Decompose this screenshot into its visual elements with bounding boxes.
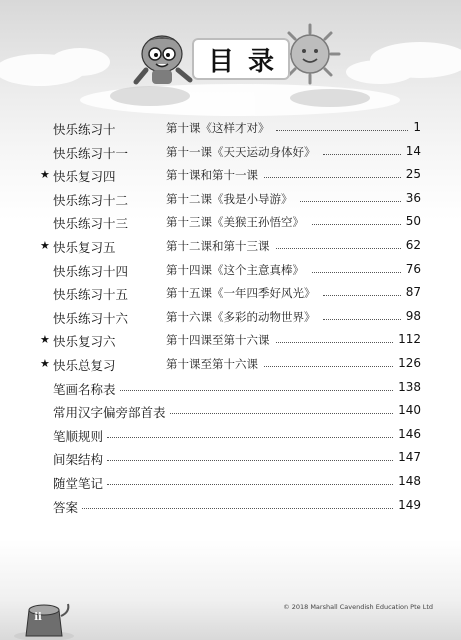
toc-row <box>0 307 461 329</box>
toc-row <box>0 142 461 164</box>
dot-leader <box>312 224 401 225</box>
toc-row <box>0 401 461 423</box>
toc-entry-label: 快乐练习十一 <box>53 145 129 161</box>
toc-entry-label: 答案 <box>53 499 79 515</box>
dot-leader <box>323 295 400 296</box>
toc-entry-label: 快乐复习五 <box>53 240 116 255</box>
dot-leader <box>323 154 400 155</box>
toc-entry-page: 36 <box>405 190 421 205</box>
toc-entry-page: 148 <box>398 474 421 488</box>
dot-leader <box>312 272 401 273</box>
toc-entry-label: 快乐总复习 <box>53 358 116 373</box>
toc-entry-label: 快乐练习十二 <box>53 192 129 208</box>
toc-row <box>0 330 461 352</box>
toc-entry-lesson: 第十二课和第十三课 <box>166 239 270 253</box>
dot-leader <box>323 319 400 320</box>
toc-entry-label: 快乐练习十六 <box>53 310 129 326</box>
page-title: 目录 <box>207 46 288 77</box>
toc-entry-lesson: 第十四课至第十六课 <box>166 333 270 348</box>
dot-leader <box>264 366 393 367</box>
toc-entry-page: 1 <box>413 120 421 134</box>
toc-entry-lesson: 第十二课《我是小导游》 <box>166 191 293 206</box>
dot-leader <box>107 460 393 461</box>
toc-row <box>0 189 461 211</box>
toc-entry-label: 快乐练习十四 <box>53 263 129 279</box>
toc-entry-page: 76 <box>405 261 421 276</box>
dot-leader <box>82 508 393 509</box>
dot-leader <box>300 201 401 202</box>
toc-entry-label: 笔画名称表 <box>53 381 116 397</box>
toc-entry-lesson: 第十课《这样才对》 <box>166 121 270 135</box>
toc-entry-lesson: 第十五课《一年四季好风光》 <box>166 286 316 301</box>
copyright-notice: © 2018 Marshall Cavendish Education Pte Ltd <box>283 603 433 611</box>
toc-entry-label: 常用汉字偏旁部首表 <box>53 405 166 421</box>
star-icon: ★ <box>40 168 50 182</box>
toc-entry-label: 随堂笔记 <box>53 476 104 491</box>
dot-leader <box>120 390 393 391</box>
toc-entry-page: 140 <box>398 403 421 418</box>
toc-entry-lesson: 第十课和第十一课 <box>166 168 258 183</box>
toc-row <box>0 448 461 470</box>
dot-leader <box>170 413 393 414</box>
toc-entry-page: 146 <box>398 426 421 441</box>
toc-entry-label: 快乐练习十 <box>53 122 116 137</box>
toc-entry-lesson: 第十四课《这个主意真棒》 <box>166 262 304 277</box>
toc-entry-lesson: 第十一课《天天运动身体好》 <box>166 144 316 159</box>
toc-entry-page: 147 <box>398 450 421 465</box>
toc-row <box>0 212 461 234</box>
dot-leader <box>276 342 393 343</box>
toc-entry-page: 25 <box>405 167 421 182</box>
toc-entry-page: 62 <box>405 238 421 252</box>
toc-row <box>0 283 461 305</box>
dot-leader <box>107 437 393 438</box>
toc-entry-label: 快乐练习十三 <box>53 216 129 232</box>
toc-row <box>0 260 461 282</box>
toc-row <box>0 472 461 494</box>
toc-row <box>0 378 461 400</box>
toc-row <box>0 496 461 518</box>
toc-entry-page: 14 <box>405 143 421 158</box>
toc-row <box>0 425 461 447</box>
toc-row <box>0 165 461 187</box>
dot-leader <box>276 248 400 249</box>
toc-entry-label: 快乐复习六 <box>53 334 116 350</box>
dot-leader <box>276 130 408 131</box>
toc-entry-page: 87 <box>405 285 421 300</box>
star-icon: ★ <box>40 239 50 252</box>
dot-leader <box>264 177 400 178</box>
toc-entry-page: 112 <box>398 332 421 347</box>
toc-entry-lesson: 第十课至第十六课 <box>166 357 258 371</box>
star-icon: ★ <box>40 333 50 347</box>
toc-entry-label: 快乐练习十五 <box>53 287 129 303</box>
toc-row <box>0 354 461 376</box>
page-number: ii <box>34 612 42 623</box>
toc-entry-page: 138 <box>398 379 421 394</box>
mascot-icon <box>132 30 194 90</box>
toc-entry-lesson: 第十三课《美猴王孙悟空》 <box>166 215 304 230</box>
toc-entry-label: 笔顺规则 <box>53 428 104 444</box>
toc-entry-page: 126 <box>398 356 421 370</box>
toc-entry-page: 98 <box>405 308 421 323</box>
toc-entry-label: 间架结构 <box>53 452 104 468</box>
star-icon: ★ <box>40 357 50 370</box>
toc-entry-page: 50 <box>405 214 421 229</box>
dot-leader <box>107 484 393 485</box>
toc-row <box>0 236 461 258</box>
toc-row <box>0 118 461 140</box>
toc-entry-lesson: 第十六课《多彩的动物世界》 <box>166 309 316 324</box>
toc-entry-label: 快乐复习四 <box>53 169 116 185</box>
toc-entry-page: 149 <box>398 497 421 512</box>
